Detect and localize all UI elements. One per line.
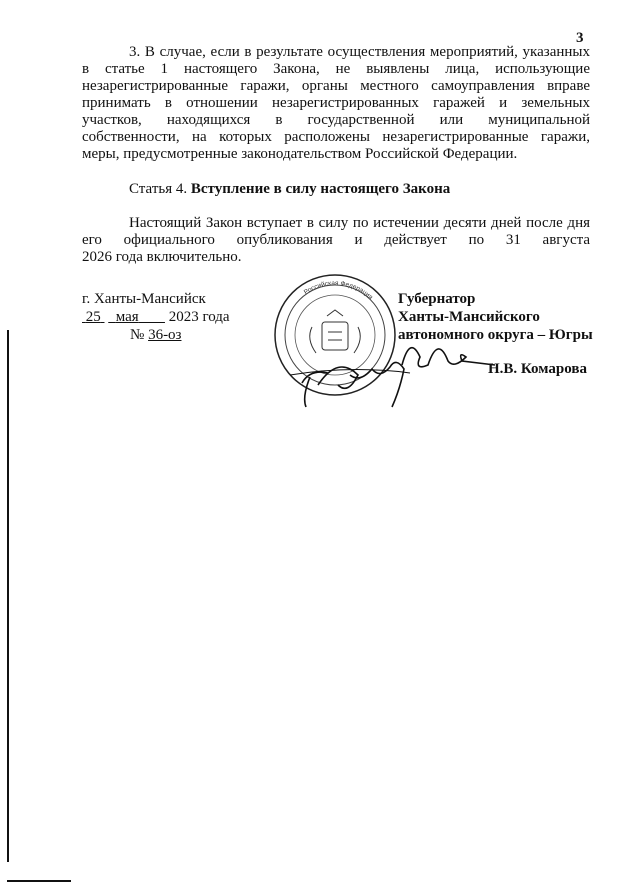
position-line: Губернатор <box>398 291 476 307</box>
svg-text:Российская Федерация: Российская Федерация <box>302 279 374 302</box>
signer-name: Н.В. Комарова <box>488 361 587 377</box>
article-title: Вступление в силу настоящего Закона <box>190 181 451 197</box>
article-4-heading <box>82 181 590 198</box>
date-year: 2023 года <box>168 309 230 325</box>
law-number-value: 36-оз <box>148 327 182 343</box>
text-line: незарегистрированные гаражи, органы местного самоуправления вправе <box>82 78 590 94</box>
law-number: № 36-оз <box>130 327 182 343</box>
position-line: Ханты-Мансийского <box>398 309 540 325</box>
text-line: собственности, на которых расположены незарегистрированные гаражи, <box>82 129 590 145</box>
handwritten-signature <box>290 325 500 415</box>
city: г. Ханты-Мансийск <box>82 291 206 307</box>
scan-edge-line <box>7 330 9 862</box>
date <box>82 308 230 326</box>
page-number: 3 <box>576 30 584 46</box>
text-line: меры, предусмотренные законодательством Российской Федерации. <box>82 146 518 162</box>
text-line: Настоящий Закон вступает в силу по истечении десяти дней после дня <box>129 215 590 231</box>
date-month: мая <box>115 309 139 325</box>
date-day: 25 <box>85 309 101 325</box>
text-line: принимать в отношении незарегистрированных гаражей и земельных <box>82 95 590 111</box>
text-line: 3. В случае, если в результате осуществления мероприятий, указанных <box>129 44 590 60</box>
text-line: 2026 года включительно. <box>82 249 242 265</box>
scan-edge-line <box>7 880 71 882</box>
article-label: Статья 4. <box>129 181 188 197</box>
text-line: его официального опубликования и действует по 31 августа <box>82 232 590 248</box>
text-line: участков, находящихся в государственной или муниципальной <box>82 112 590 128</box>
text-line: в статье 1 настоящего Закона, не выявлены лица, использующие <box>82 61 590 77</box>
position-line: автономного округа – Югры <box>398 327 593 343</box>
